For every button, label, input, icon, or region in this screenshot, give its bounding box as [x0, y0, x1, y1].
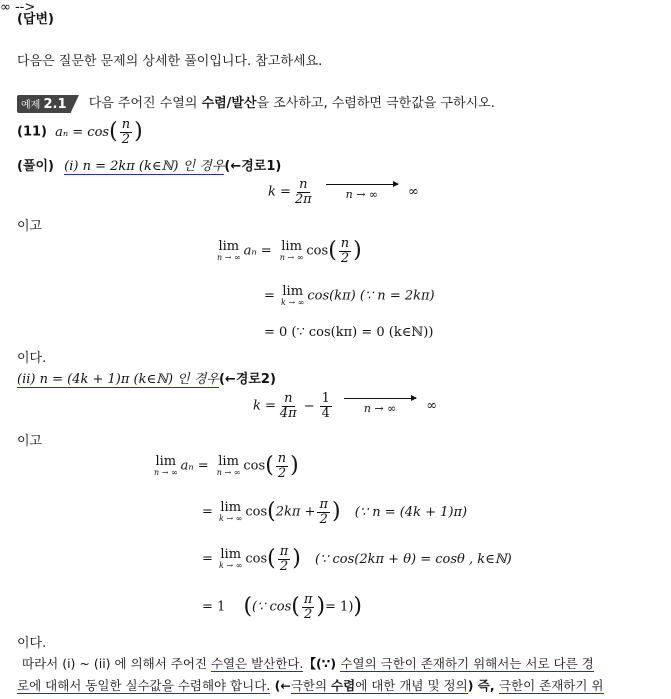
case1-arrow: n → ∞ [326, 184, 398, 201]
case1-k-eq: k = $\frac{n}{2\pi}$ n → ∞ ∞ [268, 177, 419, 207]
case2-lim-line2: = lim k → ∞ cos(2kπ + $\frac{\pi}{2}$ ) (∵ n = (4k + 1)π) [202, 497, 468, 527]
answer-header: (답변) [17, 12, 54, 27]
question-bold: 수렴/발산 [201, 96, 257, 111]
case1-lim-line2: = lim k → ∞ cos(kπ) (∵ n = 2kπ) [264, 284, 435, 307]
case2-lim-line4: = 1 ((∵ cos( $\frac{\pi}{2}$ )= 1)) [202, 592, 362, 622]
case1-route: (←경로1) [224, 159, 282, 174]
case1-line [17, 155, 281, 174]
case2-igo: 이고 [17, 434, 43, 449]
question-pre: 다음 주어진 수열의 [88, 96, 202, 111]
intro-text: 다음은 질문한 문제의 상세한 풀이입니다. 참고하세요. [17, 54, 323, 69]
case1-igo: 이고 [17, 219, 43, 234]
case2-lim-line3: = lim k → ∞ cos( $\frac{\pi}{2}$ ) (∵ cos(2kπ + θ) = cosθ , k∈ℕ) [202, 544, 512, 574]
problem-line: (11) aₙ = cos( $\frac{n}{2}$ ) [17, 117, 143, 147]
example-badge: 예제 2.1 [17, 95, 79, 113]
case2-ida: 이다. [17, 636, 47, 651]
solution-label: (풀이) [17, 159, 54, 174]
example-heading [17, 92, 495, 113]
problem-fraction: $\frac{n}{2}$ [121, 117, 131, 147]
case1-ida: 이다. [17, 351, 47, 366]
case2-condition: (ii) n = (4k + 1)π (k∈ℕ) 인 경우 [17, 372, 219, 387]
question-post: 을 조사하고, 수렴하면 극한값을 구하시오. [256, 96, 495, 111]
case2-route: (←경로2) [218, 372, 276, 387]
case2-k-eq: k = $\frac{n}{4\pi}$ − $\frac{1}{4}$ n → ∞ ∞ [253, 391, 438, 421]
case2-lim-line1: lim n → ∞ aₙ = lim n → ∞ cos( $\frac{n}{2}$ ) [154, 451, 299, 481]
problem-label: (11) [17, 124, 47, 140]
case1-lim-line3: = 0 (∵ cos(kπ) = 0 (k∈ℕ)) [264, 325, 434, 340]
conclusion-line2: 로에 대해서 동일한 실수값을 수렴해야 합니다. (←극한의 수렴에 대한 개념 및 정의) 즉, 극한이 존재하기 위 [17, 678, 604, 693]
case2-arrow: n → ∞ [344, 398, 416, 415]
problem-expr: aₙ = cos [55, 124, 110, 140]
case1-lim-line1: lim n → ∞ aₙ = lim n → ∞ cos( $\frac{n}{2}$ ) [217, 236, 362, 266]
conclusion-line1: 따라서 (i) ~ (ii) 에 의해서 주어진 수열은 발산한다.【(∵) 수열의 극한이 존재하기 위해서는 서로 다른 경 [22, 656, 594, 671]
case1-condition: (i) n = 2kπ (k∈ℕ) 인 경우 [64, 159, 225, 174]
case2-line [17, 368, 276, 387]
